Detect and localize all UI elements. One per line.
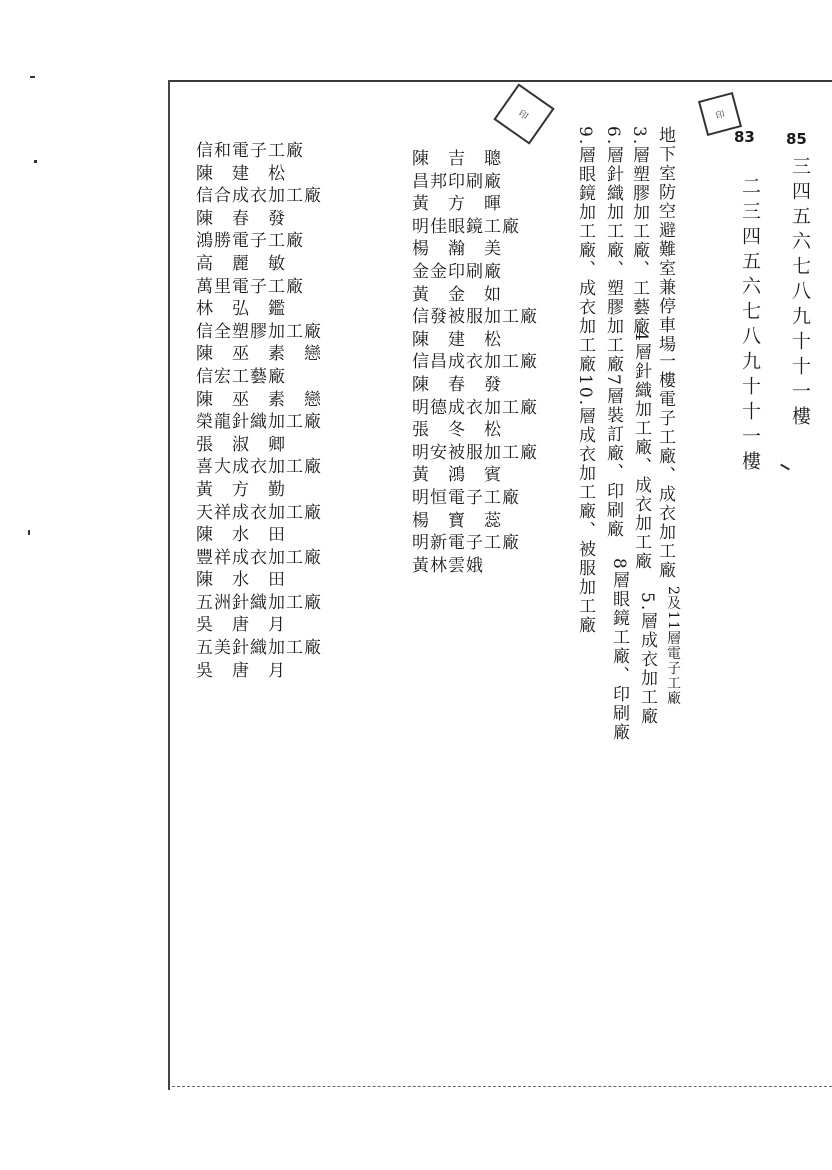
tenant-list-right bbox=[412, 148, 538, 577]
page-border-top bbox=[168, 80, 832, 82]
floor-entry: 9.層眼鏡加工廠、成衣加工廠 bbox=[575, 126, 595, 375]
floor-entry: 10.層成衣加工廠、被服加工廠 bbox=[575, 374, 595, 636]
floor-entry: 2及11層電子工廠 bbox=[665, 586, 681, 706]
tenant-entry: 信全塑膠加工廠 bbox=[196, 321, 322, 342]
tenant-entry: 明恒電子工廠 bbox=[412, 487, 520, 508]
tenant-entry: 陳 巫 素 戀 bbox=[196, 389, 322, 410]
tenant-list-left bbox=[196, 140, 322, 682]
tenant-entry: 高 麗 敏 bbox=[196, 253, 286, 274]
floor-entry: 地下室防空避難室兼停車場 bbox=[655, 126, 675, 354]
tenant-entry: 黃 方 勤 bbox=[196, 479, 286, 500]
tenant-entry: 吳 唐 月 bbox=[196, 660, 286, 681]
tenant-entry: 楊 瀚 美 bbox=[412, 239, 502, 260]
seal-stamp: 印 bbox=[493, 83, 554, 144]
page-border-bottom bbox=[172, 1086, 832, 1087]
tenant-entry: 陳 春 發 bbox=[412, 374, 502, 395]
floor-label: 二三四五六七八九十十一樓 bbox=[739, 176, 761, 476]
tenant-entry: 信發被服加工廠 bbox=[412, 307, 538, 328]
tenant-entry: 鴻勝電子工廠 bbox=[196, 231, 304, 252]
tenant-entry: 五美針織加工廠 bbox=[196, 638, 322, 659]
floor-entry: 5.層成衣加工廠 bbox=[637, 592, 657, 727]
tenant-entry: 信宏工藝廠 bbox=[196, 366, 286, 387]
tenant-entry: 信昌成衣加工廠 bbox=[412, 352, 538, 373]
tenant-entry: 陳 春 發 bbox=[196, 208, 286, 229]
tenant-entry: 陳 吉 聰 bbox=[412, 149, 502, 169]
tenant-entry: 五洲針織加工廠 bbox=[196, 592, 322, 613]
tenant-entry: 信和電子工廠 bbox=[196, 141, 304, 161]
tenant-entry: 張 淑 卿 bbox=[196, 434, 286, 455]
seal-stamp: 印 bbox=[698, 92, 742, 136]
tenant-entry: 黃 方 暉 bbox=[412, 194, 502, 215]
floor-entry: 4層針織加工廠、成衣加工廠 bbox=[631, 330, 651, 571]
tenant-entry: 昌邦印刷廠 bbox=[412, 171, 502, 192]
floor-entry: 8層眼鏡工廠、印刷廠 bbox=[609, 558, 629, 742]
floor-entry: 一樓電子工廠、成衣加工廠 bbox=[655, 352, 675, 580]
tenant-entry: 喜大成衣加工廠 bbox=[196, 457, 322, 478]
tenant-entry: 榮龍針織加工廠 bbox=[196, 412, 322, 433]
tenant-entry: 陳 建 松 bbox=[196, 163, 286, 184]
tenant-entry: 黃林雲娥 bbox=[412, 555, 484, 576]
tenant-entry: 信合成衣加工廠 bbox=[196, 186, 322, 207]
tenant-entry: 黃 鴻 賓 bbox=[412, 465, 502, 486]
scan-speck bbox=[30, 76, 35, 78]
tenant-entry: 林 弘 鑑 bbox=[196, 299, 286, 320]
tenant-entry: 陳 巫 素 戀 bbox=[196, 344, 322, 365]
page-border-left bbox=[168, 80, 170, 1090]
tenant-entry: 明佳眼鏡工廠 bbox=[412, 216, 520, 237]
tenant-entry: 楊 寶 蕊 bbox=[412, 510, 502, 531]
annotation-left: 83 bbox=[734, 128, 755, 146]
tenant-entry: 吳 唐 月 bbox=[196, 615, 286, 636]
tenant-entry: 明新電子工廠 bbox=[412, 533, 520, 554]
scan-speck bbox=[28, 530, 30, 535]
floor-label: 三四五六七八九十十一樓 bbox=[789, 156, 811, 431]
floor-entry: 6.層針織加工廠、塑膠加工廠 bbox=[603, 126, 623, 375]
annotation-right: 85 bbox=[786, 130, 807, 148]
tenant-entry: 天祥成衣加工廠 bbox=[196, 502, 322, 523]
tenant-entry: 明安被服加工廠 bbox=[412, 442, 538, 463]
scan-speck bbox=[34, 160, 37, 163]
tenant-entry: 張 冬 松 bbox=[412, 420, 502, 441]
scan-speck bbox=[780, 464, 790, 471]
tenant-entry: 萬里電子工廠 bbox=[196, 276, 304, 297]
floor-entry: 3.層塑膠加工廠、工藝廠 bbox=[629, 126, 649, 337]
floor-entry: 7層裝訂廠、印刷廠 bbox=[603, 374, 623, 539]
tenant-entry: 陳 建 松 bbox=[412, 329, 502, 350]
tenant-entry: 黃 金 如 bbox=[412, 284, 502, 305]
tenant-entry: 陳 水 田 bbox=[196, 525, 286, 546]
tenant-entry: 明德成衣加工廠 bbox=[412, 397, 538, 418]
tenant-entry: 豐祥成衣加工廠 bbox=[196, 547, 322, 568]
tenant-entry: 陳 水 田 bbox=[196, 570, 286, 591]
tenant-entry: 金金印刷廠 bbox=[412, 261, 502, 282]
